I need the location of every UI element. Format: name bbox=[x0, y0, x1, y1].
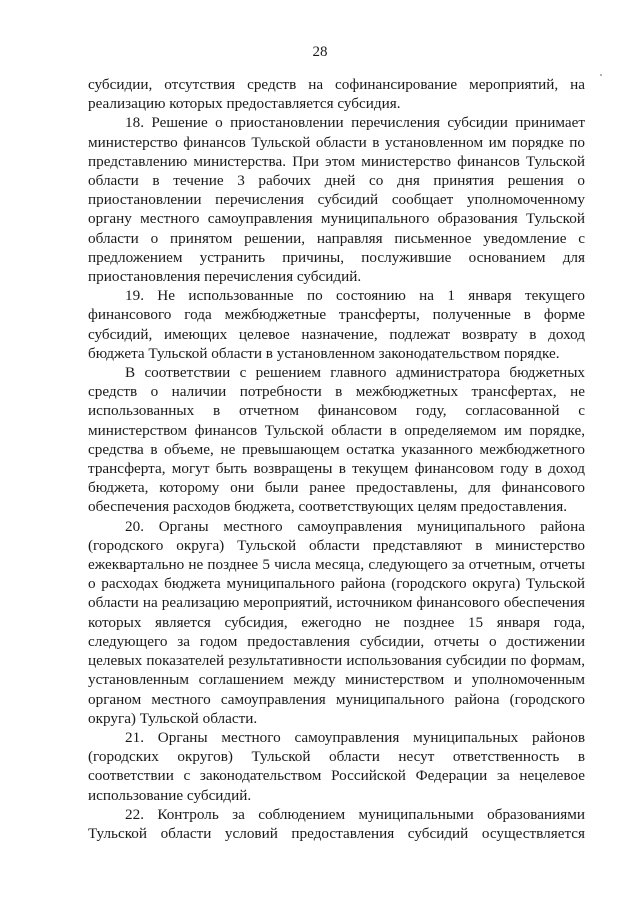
paragraph-19: 19. Не использованные по состоянию на 1 января текущего финансового года межбюджетные трансферты, полученные в форме субсидий, имеющих целевое назначение, подлежат возврату в доход бюджета Тульской области в установленном законодательством порядке. bbox=[88, 287, 585, 362]
document-body bbox=[88, 75, 585, 843]
paragraph-continuation: субсидии, отсутствия средств на софинансирование мероприятий, на реализацию которых предоставляется субсидия. bbox=[88, 76, 585, 113]
paragraph-21: 21. Органы местного самоуправления муниципальных районов (городских округов) Тульской области несут ответственность в соответствии с законодательством Российской Федерации за нецелевое использование субсидий. bbox=[88, 728, 585, 804]
paragraph-20: 20. Органы местного самоуправления муниципального района (городского округа) Тульской области представляют в министерство ежеквартально не позднее 5 числа месяца, следующего за отчетным, отчеты о расходах бюджета муниципального района (городского округа) Тульской области на реализацию мероприятий, источником финансового обеспечения которых является субсидия, ежегодно не позднее 15 января года, следующего за годом предоставления субсидии, отчеты о достижении целевых показателей результативности использования субсидии по формам, установленным соглашением между министерством и уполномоченным органом местного самоуправления муниципального района (городского округа) Тульской области. bbox=[88, 517, 585, 727]
page-number: 28 bbox=[312, 44, 328, 60]
paragraph-18: 18. Решение о приостановлении перечисления субсидии принимает министерство финансов Тульской области в установленном им порядке по представлению министерства. При этом министерство финансов Тульской области в течение 3 рабочих дней со дня принятия решения о приостановлении перечисления субсидий сообщает уполномоченному органу местного самоуправления муниципального образования Тульской области о принятом решении, направляя письменное уведомление с предложением устранить причины, послужившие основанием для приостановления перечисления субсидий. bbox=[88, 114, 585, 286]
scan-speck bbox=[600, 74, 602, 76]
paragraph-22: 22. Контроль за соблюдением муниципальными образованиями Тульской области условий предоставления субсидий осуществляется bbox=[88, 805, 585, 842]
paragraph-19-return: В соответствии с решением главного администратора бюджетных средств о наличии потребности в межбюджетных трансфертах, не использованных в отчетном финансовом году, согласованной с министерством финансов Тульской области в определяемом им порядке, средства в объеме, не превышающем остатка указанного межбюджетного трансферта, могут быть возвращены в текущем финансовом году в доход бюджета, которому они были ранее предоставлены, для финансового обеспечения расходов бюджета, соответствующих целям предоставления. bbox=[88, 364, 585, 516]
